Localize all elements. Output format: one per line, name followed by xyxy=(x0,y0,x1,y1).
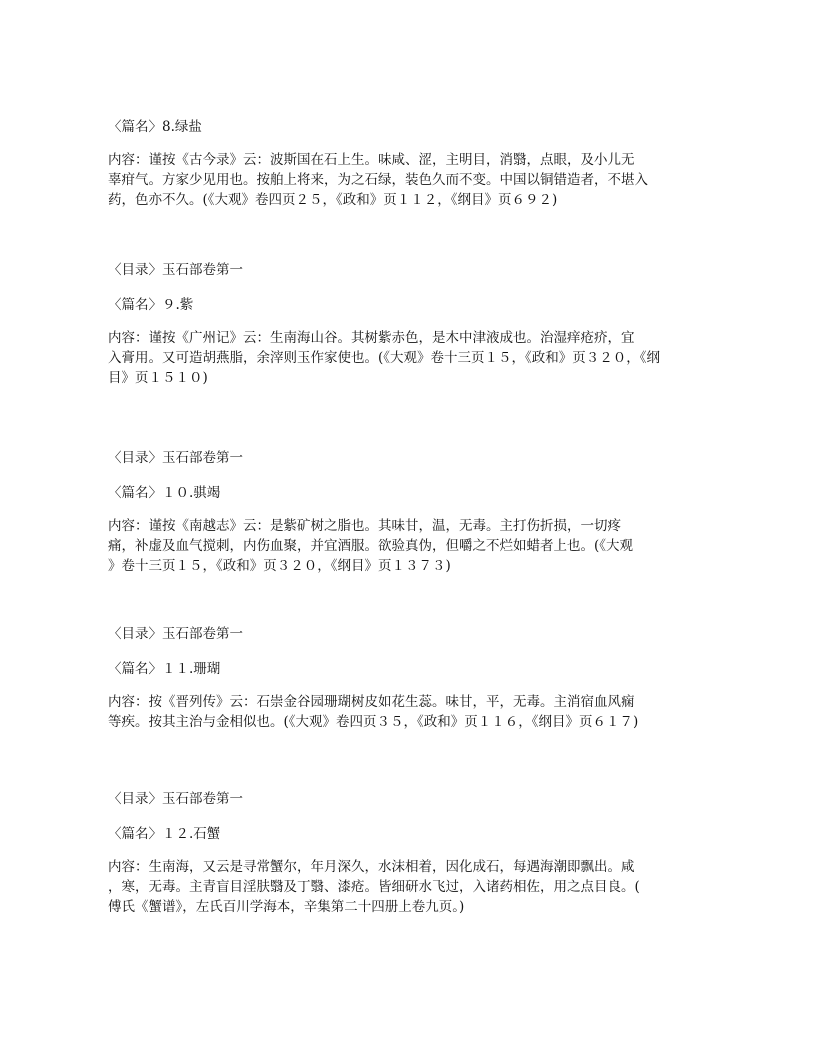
content-line: 内容：谨按《南越志》云：是紫矿树之脂也。其味甘，温，无毒。主打伤折损，一切疼 xyxy=(108,518,621,534)
content-line: 内容：谨按《广州记》云：生南海山谷。其树紫赤色，是木中津液成也。治湿痒疮疥，宜 xyxy=(108,330,635,346)
content-line: 内容：按《晋列传》云：石崇金谷园珊瑚树皮如花生蕊。味甘，平，无毒。主消宿血风痫 xyxy=(108,694,635,710)
content-line: 目》页１５１０) xyxy=(108,370,208,386)
content-line: 等疾。按其主治与金相似也。(《大观》卷四页３５，《政和》页１１６，《纲目》页６１７) xyxy=(108,714,639,730)
content-line: 入膏用。又可造胡燕脂，余滓则玉作家使也。(《大观》卷十三页１５，《政和》页３２０，《纲 xyxy=(108,350,661,366)
content-line: 药，色亦不久。(《大观》卷四页２５，《政和》页１１２，《纲目》页６９２) xyxy=(108,192,558,208)
entry-content xyxy=(108,516,633,576)
entry-content xyxy=(108,857,640,917)
content-line: 内容：谨按《古今录》云：波斯国在石上生。味咸、涩，主明目，消翳，点眼，及小儿无 xyxy=(108,152,635,168)
entry-content xyxy=(108,692,638,732)
content-line: 痛，补虚及血气搅刺，内伤血聚，并宜酒服。欲验真伪，但嚼之不烂如蜡者上也。(《大观 xyxy=(108,538,634,554)
content-line: 傅氏《蟹谱》，左氏百川学海本，辛集第二十四册上卷九页。) xyxy=(108,899,465,915)
content-line: 内容：生南海，又云是寻常蟹尔，年月深久，水沫相着，因化成石，每遇海潮即飘出。咸 xyxy=(108,859,635,875)
entry-title: 〈篇名〉8.绿盐 xyxy=(108,119,202,135)
entry-content xyxy=(108,150,648,210)
entry-catalog: 〈目录〉玉石部卷第一 xyxy=(108,262,243,278)
content-line: ，寒，无毒。主青盲目淫肤翳及丁翳、漆疮。皆细研水飞过，入诸药相佐，用之点目良。( xyxy=(108,879,640,895)
entry-title: 〈篇名〉１０.骐竭 xyxy=(108,485,221,501)
entry-title: 〈篇名〉１２.石蟹 xyxy=(108,826,221,842)
entry-catalog: 〈目录〉玉石部卷第一 xyxy=(108,791,243,807)
entry-catalog: 〈目录〉玉石部卷第一 xyxy=(108,450,243,466)
entry-title: 〈篇名〉９.紫 xyxy=(108,297,194,313)
entry-catalog: 〈目录〉玉石部卷第一 xyxy=(108,626,243,642)
content-line: 辜疳气。方家少见用也。按舶上将来，为之石绿，装色久而不变。中国以铜错造者，不堪入 xyxy=(108,172,648,188)
entry-content xyxy=(108,328,660,388)
content-line: 》卷十三页１５，《政和》页３２０，《纲目》页１３７３) xyxy=(108,558,451,574)
entry-title: 〈篇名〉１１.珊瑚 xyxy=(108,661,221,677)
